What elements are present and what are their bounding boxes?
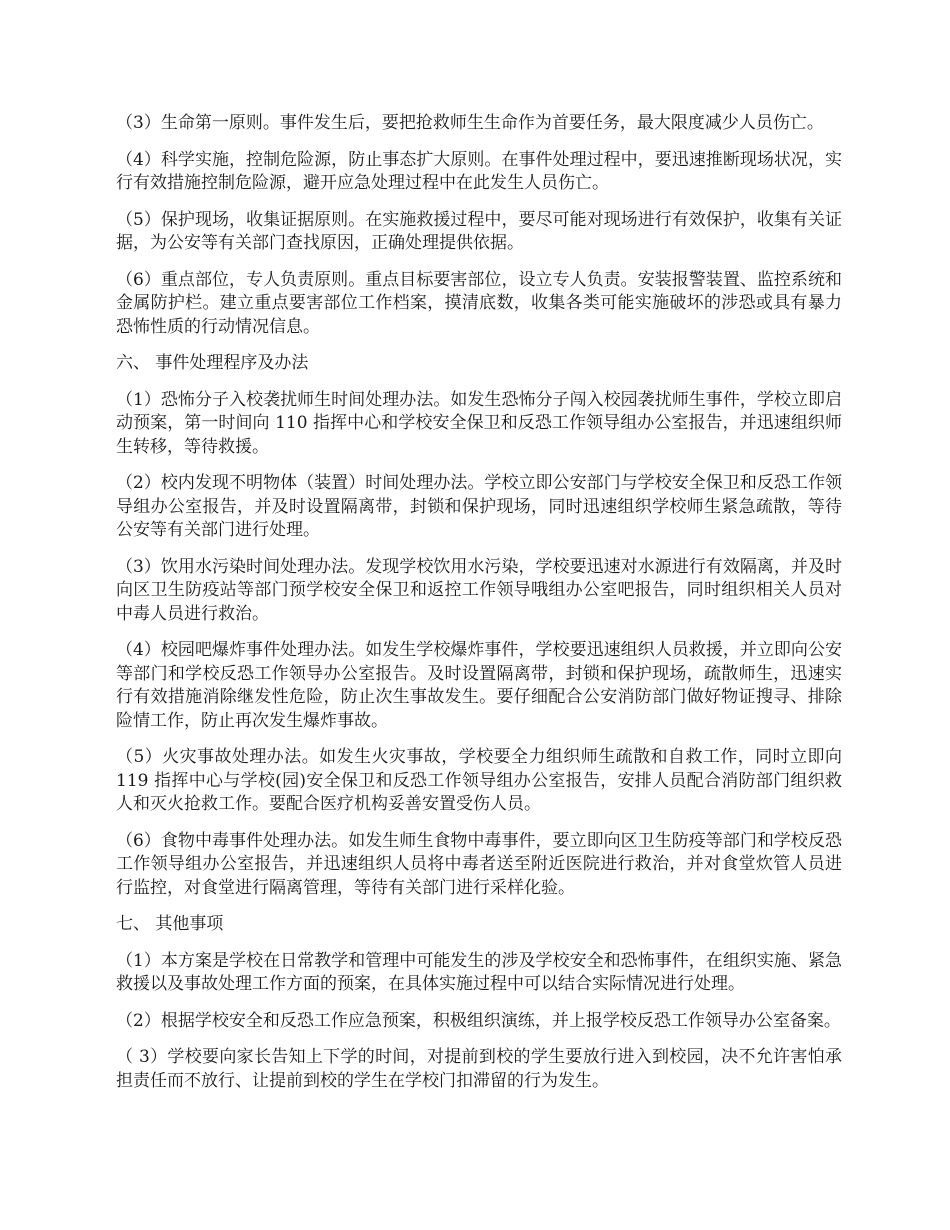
paragraph-other-3: （ 3）学校要向家长告知上下学的时间，对提前到校的学生要放行进入到校园，决不允许害怕承担责任而不放行、让提前到校的学生在学校门扣滞留的行为发生。 bbox=[116, 1047, 842, 1091]
paragraph-procedure-4: （4）校园吧爆炸事件处理办法。如发生学校爆炸事件，学校要迅速组织人员救援，并立即向公安等部门和学校反恐工作领导办公室报告。及时设置隔离带，封锁和保护现场，疏散师生，迅速实行有效措施消除继发性危险，防止次生事故发生。要仔细配合公安消防部门做好物证搜寻、排除险情工作，防止再次发生爆炸事故。 bbox=[116, 640, 842, 731]
paragraph-principle-3: （3）生命第一原则。事件发生后，要把抢救师生生命作为首要任务，最大限度减少人员伤亡。 bbox=[116, 113, 824, 133]
paragraph-principle-4: （4）科学实施，控制危险源，防止事态扩大原则。在事件处理过程中，要迅速推断现场状况，实行有效措施控制危险源，避开应急处理过程中在此发生人员伤亡。 bbox=[116, 149, 842, 193]
paragraph-procedure-3: （3）饮用水污染时间处理办法。发现学校饮用水污染，学校要迅速对水源进行有效隔离，并及时向区卫生防疫站等部门预学校安全保卫和返控工作领导哦组办公室吧报告，同时组织相关人员对中毒人员进行救治。 bbox=[116, 556, 842, 624]
section-heading-seven: 七、 其他事项 bbox=[116, 914, 224, 934]
paragraph-procedure-6: （6）食物中毒事件处理办法。如发生师生食物中毒事件，要立即向区卫生防疫等部门和学校反恐工作领导组办公室报告，并迅速组织人员将中毒者送至附近医院进行救治，并对食堂炊管人员进行监控，对食堂进行隔离管理，等待有关部门进行采样化验。 bbox=[116, 830, 842, 898]
section-heading-six: 六、 事件处理程序及办法 bbox=[116, 353, 309, 373]
paragraph-principle-5: （5）保护现场，收集证据原则。在实施救援过程中，要尽可能对现场进行有效保护，收集有关证据，为公安等有关部门查找原因，正确处理提供依据。 bbox=[116, 209, 842, 253]
paragraph-procedure-5: （5）火灾事故处理办法。如发生火灾事故，学校要全力组织师生疏散和自救工作，同时立即向 119 指挥中心与学校(园)安全保卫和反恐工作领导组办公室报告，安排人员配合消防部门组织救人和灭火抢救工作。要配合医疗机构妥善安置受伤人员。 bbox=[116, 747, 842, 814]
paragraph-principle-6: （6）重点部位，专人负责原则。重点目标要害部位，设立专人负责。安装报警装置、监控系统和金属防护栏。建立重点要害部位工作档案，摸清底数，收集各类可能实施破坏的涉恐或具有暴力恐怖性质的行动情况信息。 bbox=[116, 269, 842, 337]
paragraph-procedure-1: （1）恐怖分子入校袭扰师生时间处理办法。如发生恐怖分子闯入校园袭扰师生事件，学校立即启动预案，第一时间向 110 指挥中心和学校安全保卫和反恐工作领导组办公室报告，并迅速组织师生转移，等待救援。 bbox=[116, 389, 842, 457]
paragraph-other-1: （1）本方案是学校在日常教学和管理中可能发生的涉及学校安全和恐怖事件，在组织实施、紧急救援以及事故处理工作方面的预案，在具体实施过程中可以结合实际情况进行处理。 bbox=[116, 950, 842, 994]
document-body bbox=[116, 112, 842, 1106]
paragraph-procedure-2: （2）校内发现不明物体（装置）时间处理办法。学校立即公安部门与学校安全保卫和反恐工作领导组办公室报告，并及时设置隔离带，封锁和保护现场，同时迅速组织学校师生紧急疏散，等待公安等有关部门进行处理。 bbox=[116, 473, 842, 540]
paragraph-other-2: （2）根据学校安全和反恐工作应急预案，积极组织演练，并上报学校反恐工作领导办公室备案。 bbox=[116, 1010, 841, 1031]
